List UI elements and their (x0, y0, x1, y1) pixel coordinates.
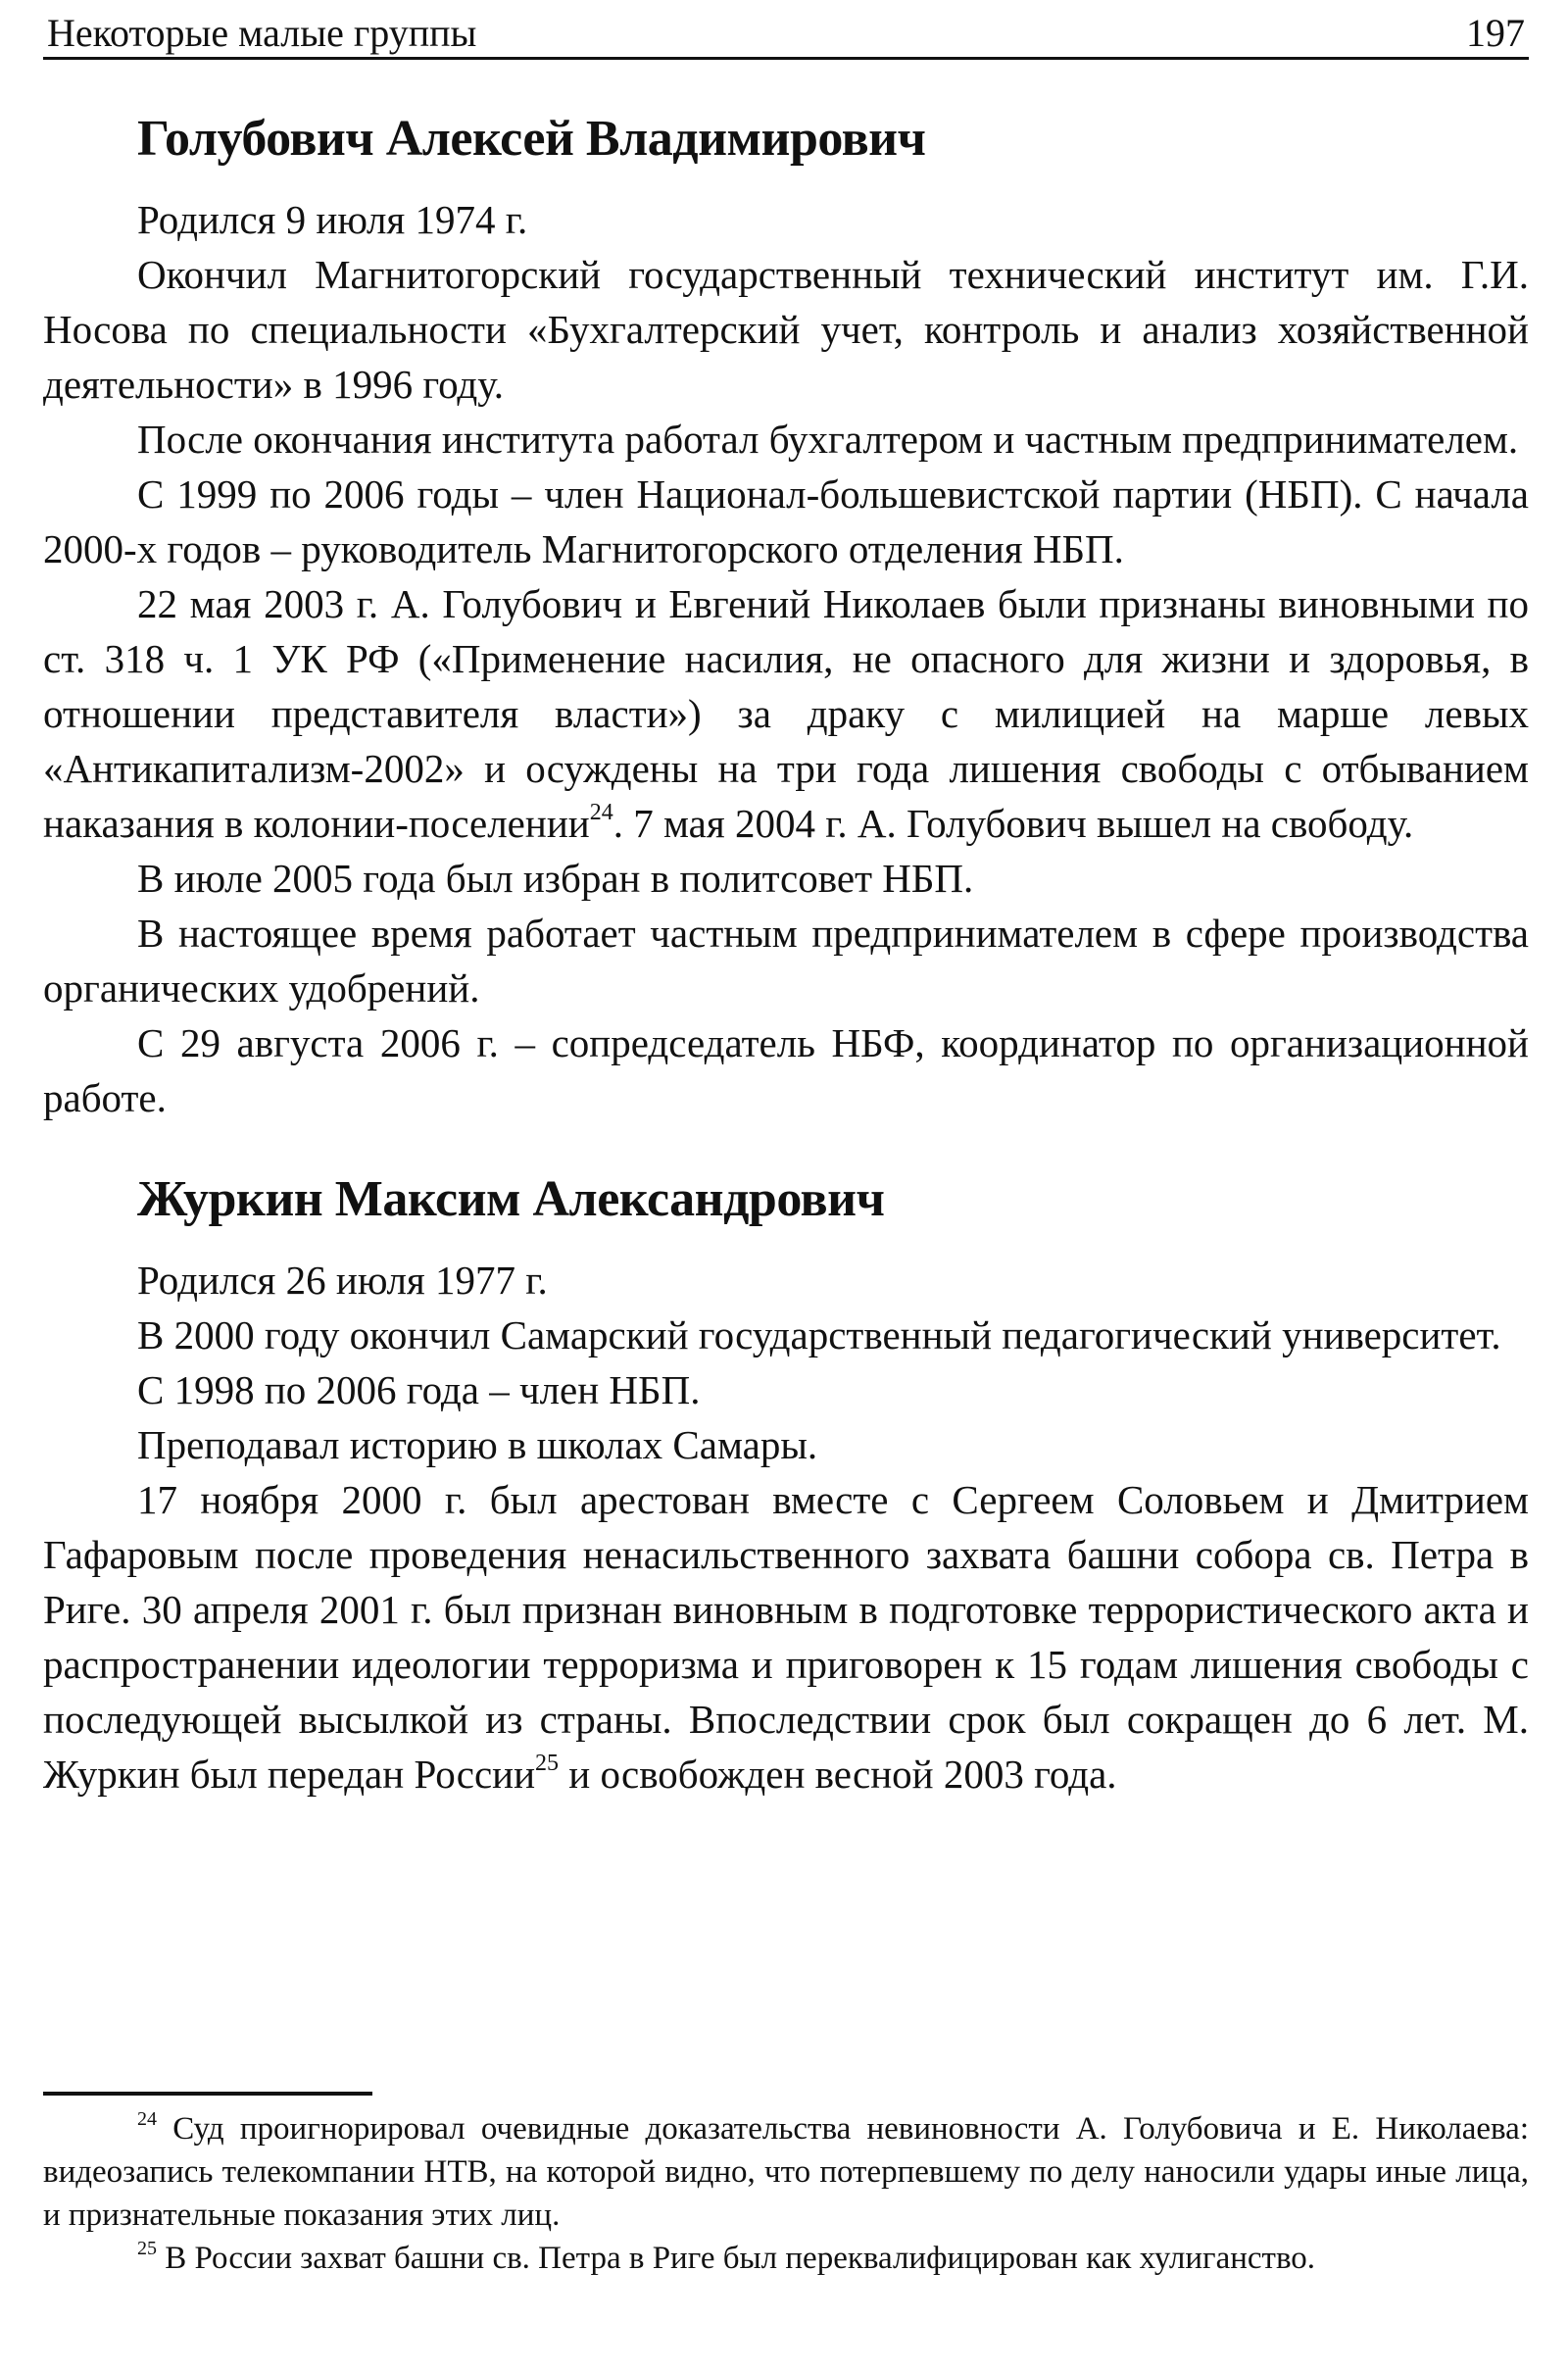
footnote-number: 25 (137, 2238, 157, 2259)
paragraph: В июле 2005 года был избран в политсовет НБП. (137, 856, 974, 901)
footnote-number: 24 (137, 2108, 157, 2130)
running-header-title: Некоторые малые группы (47, 11, 477, 55)
footnote-25 (43, 2237, 1529, 2280)
paragraph: С 1998 по 2006 года – член НБП. (137, 1367, 701, 1412)
paragraph-text: 22 мая 2003 г. А. Голубович и Евгений Николаев были признаны виновными по ст. 318 ч. 1 УК РФ («Применение насилия, не опасного для жизни и здоровья, в отношении представителя власти») за драку с милицией на марше левых «Антикапитализм-2002» и осуждены на три года лишения свободы с отбыванием наказания в колонии-поселении (43, 581, 1529, 846)
page-number: 197 (1466, 11, 1525, 55)
entry-golubovich (43, 110, 1529, 1125)
paragraph (43, 576, 1529, 851)
entry-zhurkin (43, 1170, 1529, 1802)
paragraph (43, 1472, 1529, 1802)
paragraph: В 2000 году окончил Самарский государственный педагогический университет. (137, 1312, 1501, 1358)
paragraph: С 29 августа 2006 г. – сопредседатель НБФ, координатор по организационной работе. (43, 1020, 1529, 1120)
footnote-text: В России захват башни св. Петра в Риге был переквалифицирован как хулиганство. (165, 2241, 1316, 2276)
footnote-divider (43, 2092, 372, 2096)
paragraph-text: 17 ноября 2000 г. был арестован вместе с Сергеем Соловьем и Дмитрием Гафаровым после проведения ненасильственного захвата башни собора св. Петра в Риге. 30 апреля 2001 г. был признан виновным в подготовке террористического акта и распространении идеологии терроризма и приговорен к 15 годам лишения свободы с последующей высылкой из страны. Впоследствии срок был сокращен до 6 лет. М. Журкин был передан России (43, 1477, 1529, 1797)
page-body (43, 110, 1529, 1802)
running-header (43, 8, 1529, 60)
paragraph: С 1999 по 2006 годы – член Национал-большевистской партии (НБП). С начала 2000-х годов – руководитель Магнитогорского отделения НБП. (43, 471, 1529, 571)
paragraph: После окончания института работал бухгалтером и частным предпринимателем. (137, 417, 1519, 462)
footnote-ref-24: 24 (589, 800, 613, 825)
footnotes (43, 2092, 1529, 2280)
footnote-text: Суд проигнорировал очевидные доказательства невиновности А. Голубовича и Е. Николаева: видеозапись телекомпании НТВ, на которой видно, что потерпевшему по делу наносили удары иные лица, и признательные показания этих лиц. (43, 2111, 1530, 2233)
paragraph-text: . 7 мая 2004 г. А. Голубович вышел на свободу. (612, 801, 1414, 846)
footnote-24 (43, 2107, 1529, 2237)
paragraph: Окончил Магнитогорский государственный технический институт им. Г.И. Носова по специальности «Бухгалтерский учет, контроль и анализ хозяйственной деятельности» в 1996 году. (43, 252, 1529, 407)
paragraph: В настоящее время работает частным предпринимателем в сфере производства органических удобрений. (43, 911, 1529, 1011)
entry-name: Голубович Алексей Владимирович (137, 111, 926, 167)
paragraph: Преподавал историю в школах Самары. (137, 1422, 818, 1467)
entry-name: Журкин Максим Александрович (137, 1171, 885, 1227)
paragraph: Родился 9 июля 1974 г. (137, 197, 528, 242)
footnote-ref-25: 25 (535, 1751, 560, 1776)
paragraph-text: и освобожден весной 2003 года. (559, 1752, 1117, 1797)
paragraph: Родился 26 июля 1977 г. (137, 1258, 548, 1303)
